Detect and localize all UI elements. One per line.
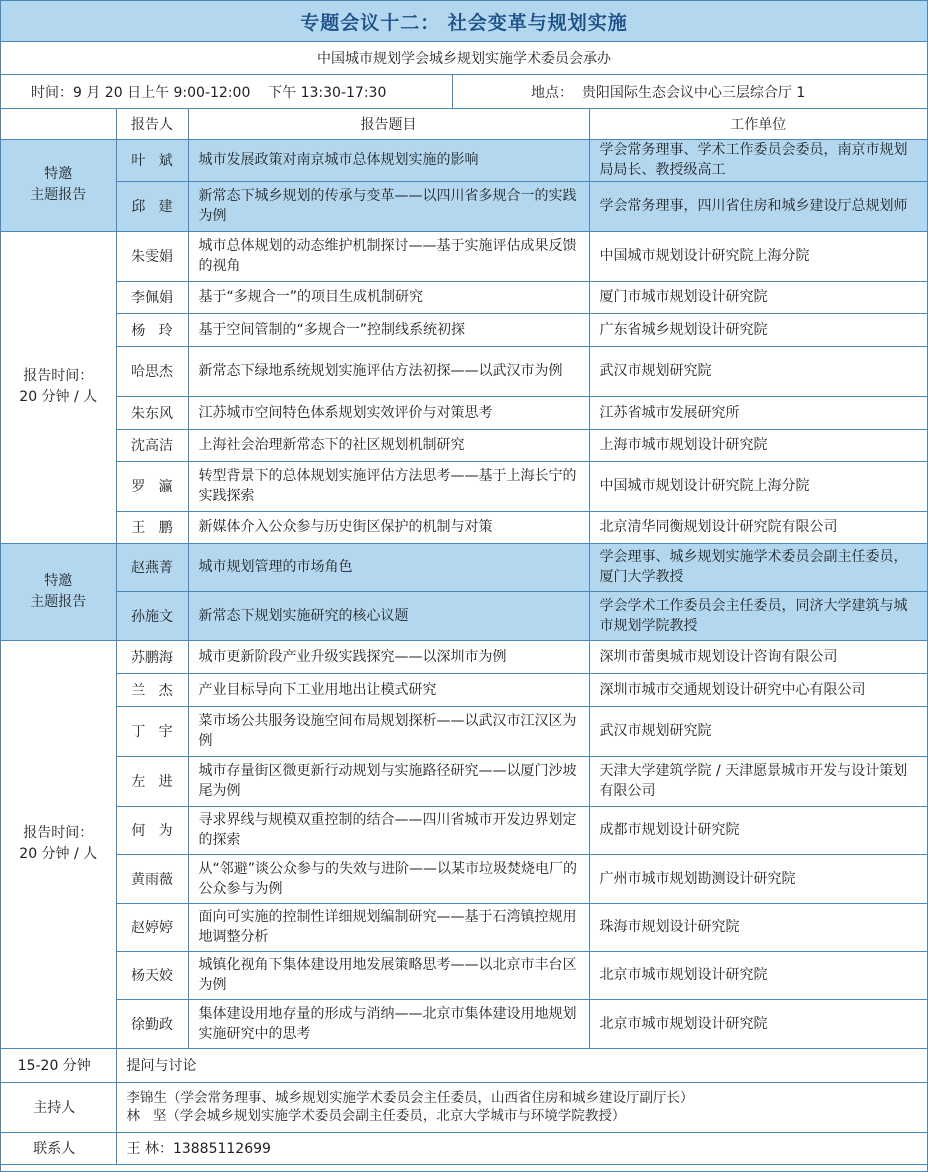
table-row [1, 461, 927, 511]
report-topic: 城市总体规划的动态维护机制探讨——基于实施评估成果反馈的视角 [188, 231, 589, 281]
report-topic: 产业目标导向下工业用地出让模式研究 [188, 673, 589, 706]
speaker-name: 哈思杰 [116, 346, 188, 396]
report-topic: 城市更新阶段产业升级实践探究——以深圳市为例 [188, 640, 589, 673]
speaker-name: 黄雨薇 [116, 854, 188, 903]
group-label: 报告时间： 20 分钟 / 人 [1, 231, 116, 543]
report-topic: 城镇化视角下集体建设用地发展策略思考——以北京市丰台区为例 [188, 951, 589, 999]
table-row [1, 511, 927, 543]
report-topic: 菜市场公共服务设施空间布局规划探析——以武汉市江汉区为例 [188, 706, 589, 756]
work-unit: 成都市规划设计研究院 [589, 806, 927, 854]
discussion-text: 提问与讨论 [116, 1048, 927, 1082]
speaker-name: 朱雯娟 [116, 231, 188, 281]
report-topic: 城市存量街区微更新行动规划与实施路径研究——以厦门沙坡尾为例 [188, 756, 589, 806]
report-topic: 上海社会治理新常态下的社区规划机制研究 [188, 429, 589, 461]
table-header-row [1, 109, 927, 139]
work-unit: 武汉市规划研究院 [589, 706, 927, 756]
speaker-name: 赵燕菁 [116, 543, 188, 591]
report-topic: 集体建设用地存量的形成与消纳——北京市集体建设用地规划实施研究中的思考 [188, 999, 589, 1048]
table-row [1, 806, 927, 854]
speaker-name: 王 鹏 [116, 511, 188, 543]
table-row [1, 854, 927, 903]
work-unit: 武汉市规划研究院 [589, 346, 927, 396]
work-unit: 北京清华同衡规划设计研究院有限公司 [589, 511, 927, 543]
table-row [1, 346, 927, 396]
work-unit: 学会常务理事、学术工作委员会委员，南京市规划局局长、教授级高工 [589, 139, 927, 181]
table-row [1, 313, 927, 346]
group-label: 报告时间： 20 分钟 / 人 [1, 640, 116, 1048]
work-unit: 深圳市城市交通规划设计研究中心有限公司 [589, 673, 927, 706]
unit-header: 工作单位 [589, 109, 927, 139]
work-unit: 深圳市蕾奥城市规划设计咨询有限公司 [589, 640, 927, 673]
speaker-name: 兰 杰 [116, 673, 188, 706]
report-topic: 城市规划管理的市场角色 [188, 543, 589, 591]
speaker-name: 徐勤政 [116, 999, 188, 1048]
work-unit: 北京市城市规划设计研究院 [589, 999, 927, 1048]
table-row [1, 903, 927, 951]
work-unit: 天津大学建筑学院 / 天津愿景城市开发与设计策划有限公司 [589, 756, 927, 806]
speaker-name: 左 进 [116, 756, 188, 806]
table-row [1, 429, 927, 461]
schedule-table [1, 109, 927, 1165]
contact-text: 王 林：13885112699 [116, 1132, 927, 1164]
table-row [1, 706, 927, 756]
table-row [1, 181, 927, 231]
work-unit: 北京市城市规划设计研究院 [589, 951, 927, 999]
group-label: 特邀 主题报告 [1, 139, 116, 231]
schedule-body [1, 109, 927, 1048]
work-unit: 厦门市城市规划设计研究院 [589, 281, 927, 313]
table-row [1, 591, 927, 640]
time-location-row [1, 75, 927, 109]
session-time: 时间：9 月 20 日上午 9:00-12:00 下午 13:30-17:30 [1, 75, 453, 108]
speaker-name: 杨天姣 [116, 951, 188, 999]
topic-header: 报告题目 [188, 109, 589, 139]
report-topic: 新常态下城乡规划的传承与变革——以四川省多规合一的实践为例 [188, 181, 589, 231]
report-topic: 面向可实施的控制性详细规划编制研究——基于石湾镇控规用地调整分析 [188, 903, 589, 951]
contact-row [1, 1132, 927, 1164]
table-row [1, 396, 927, 429]
speaker-header: 报告人 [116, 109, 188, 139]
hosts-label: 主持人 [1, 1082, 116, 1132]
report-topic: 新常态下绿地系统规划实施评估方法初探——以武汉市为例 [188, 346, 589, 396]
group-label: 特邀 主题报告 [1, 543, 116, 640]
hosts-list [116, 1082, 927, 1132]
report-topic: 寻求界线与规模双重控制的结合——四川省城市开发边界划定的探索 [188, 806, 589, 854]
work-unit: 中国城市规划设计研究院上海分院 [589, 461, 927, 511]
work-unit: 珠海市规划设计研究院 [589, 903, 927, 951]
table-row [1, 543, 927, 591]
work-unit: 学会学术工作委员会主任委员，同济大学建筑与城市规划学院教授 [589, 591, 927, 640]
work-unit: 学会理事、城乡规划实施学术委员会副主任委员，厦门大学教授 [589, 543, 927, 591]
work-unit: 江苏省城市发展研究所 [589, 396, 927, 429]
report-topic: 江苏城市空间特色体系规划实效评价与对策思考 [188, 396, 589, 429]
report-topic: 新常态下规划实施研究的核心议题 [188, 591, 589, 640]
speaker-name: 何 为 [116, 806, 188, 854]
work-unit: 上海市城市规划设计研究院 [589, 429, 927, 461]
discussion-label: 15-20 分钟 [1, 1048, 116, 1082]
table-row [1, 640, 927, 673]
host-line: 林 坚（学会城乡规划实施学术委员会副主任委员，北京大学城市与环境学院教授） [126, 1108, 626, 1124]
table-row [1, 139, 927, 181]
hosts-row [1, 1082, 927, 1132]
speaker-name: 丁 宇 [116, 706, 188, 756]
work-unit: 中国城市规划设计研究院上海分院 [589, 231, 927, 281]
table-row [1, 951, 927, 999]
work-unit: 广州市城市规划勘测设计研究院 [589, 854, 927, 903]
speaker-name: 苏鹏海 [116, 640, 188, 673]
discussion-row [1, 1048, 927, 1082]
schedule-footer [1, 1048, 927, 1164]
speaker-name: 李佩娟 [116, 281, 188, 313]
speaker-name: 罗 瀛 [116, 461, 188, 511]
work-unit: 学会常务理事，四川省住房和城乡建设厅总规划师 [589, 181, 927, 231]
organizer-line: 中国城市规划学会城乡规划实施学术委员会承办 [1, 42, 927, 75]
contact-label: 联系人 [1, 1132, 116, 1164]
session-location: 地点： 贵阳国际生态会议中心三层综合厅 1 [531, 84, 806, 101]
report-topic: 基于空间管制的“多规合一”控制线系统初探 [188, 313, 589, 346]
speaker-name: 杨 玲 [116, 313, 188, 346]
table-row [1, 756, 927, 806]
work-unit: 广东省城乡规划设计研究院 [589, 313, 927, 346]
speaker-name: 沈高洁 [116, 429, 188, 461]
speaker-name: 朱东风 [116, 396, 188, 429]
report-topic: 转型背景下的总体规划实施评估方法思考——基于上海长宁的实践探索 [188, 461, 589, 511]
report-topic: 从“邻避”谈公众参与的失效与进阶——以某市垃圾焚烧电厂的公众参与为例 [188, 854, 589, 903]
speaker-name: 孙施文 [116, 591, 188, 640]
host-line: 李锦生（学会常务理事、城乡规划实施学术委员会主任委员，山西省住房和城乡建设厅副厅长） [126, 1090, 694, 1106]
session-title: 专题会议十二： 社会变革与规划实施 [1, 1, 927, 42]
report-topic: 基于“多规合一”的项目生成机制研究 [188, 281, 589, 313]
table-row [1, 231, 927, 281]
group-header [1, 109, 116, 139]
speaker-name: 邱 建 [116, 181, 188, 231]
table-row [1, 999, 927, 1048]
table-row [1, 673, 927, 706]
speaker-name: 叶 斌 [116, 139, 188, 181]
table-row [1, 281, 927, 313]
report-topic: 城市发展政策对南京城市总体规划实施的影响 [188, 139, 589, 181]
speaker-name: 赵婷婷 [116, 903, 188, 951]
report-topic: 新媒体介入公众参与历史街区保护的机制与对策 [188, 511, 589, 543]
